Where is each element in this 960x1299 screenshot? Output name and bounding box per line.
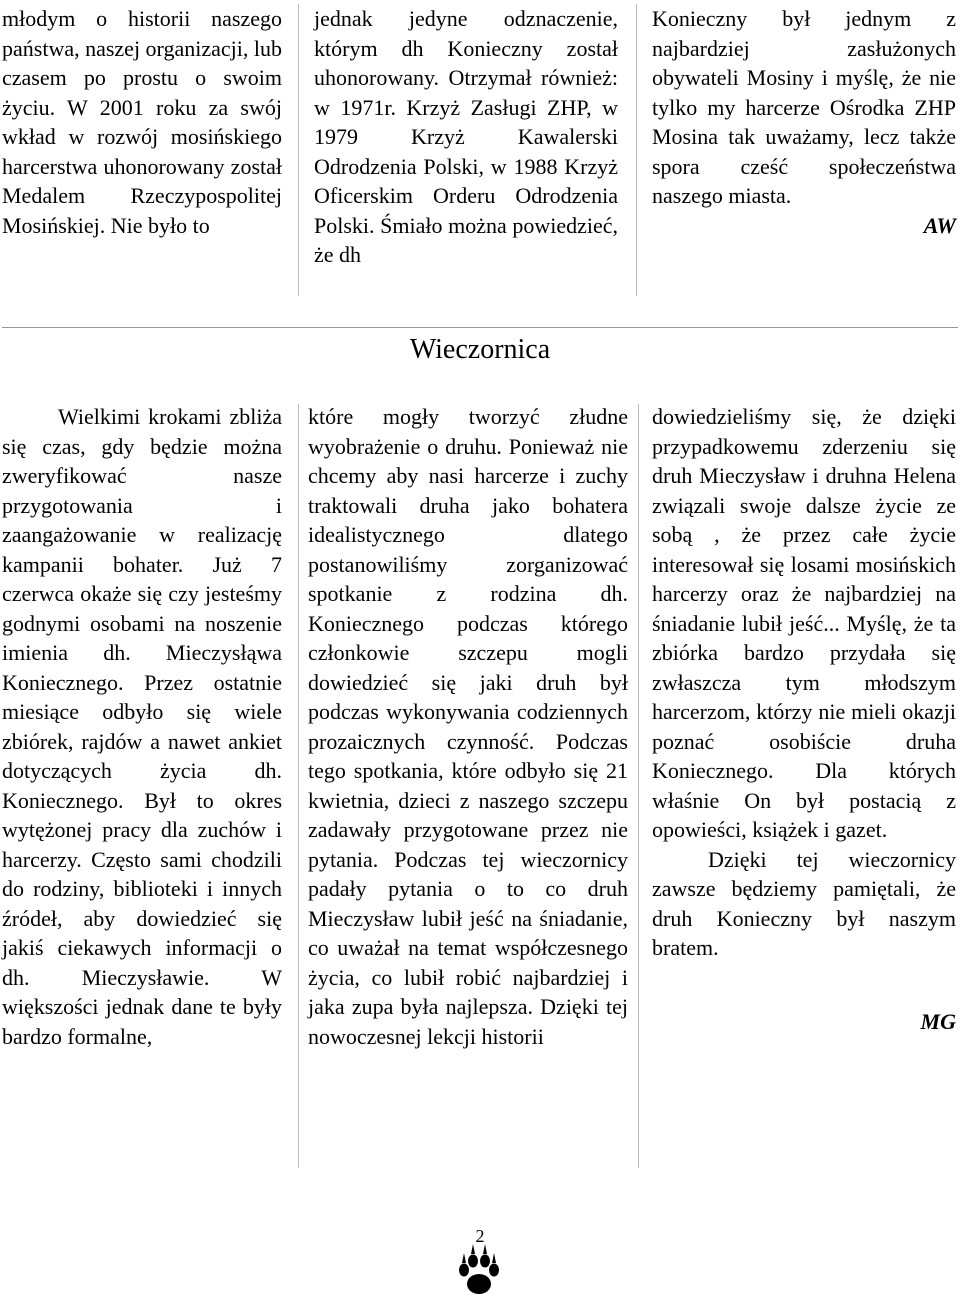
top-column-1-text: młodym o historii naszego państwa, naszej organizacji, lub czasem po prostu o swoim życiu. W 2001 roku za swój wkład w rozwój mosińskiego harcerstwa uhonorowany został Medalem Rzeczypospolitej Mosińskiej. Nie było to: [2, 6, 282, 238]
column-divider: [638, 404, 639, 1168]
column-divider: [298, 404, 299, 1168]
top-signature: AW: [923, 212, 956, 238]
top-column-3-text: Konieczny był jednym z najbardziej zasłużonych obywateli Mosiny i myślę, że nie tylko my harcerze Ośrodka ZHP Mosina tak uważamy, lecz także spora cześć społeczeństwa naszego miasta.: [652, 6, 956, 208]
column-divider: [636, 4, 637, 296]
bottom-column-3-paragraph-2: Dzięki tej wieczornicy zawsze będziemy pamiętali, że druh Konieczny był naszym bratem.: [652, 846, 956, 960]
page-number: 2: [475, 1226, 485, 1246]
bottom-column-2: [308, 402, 628, 1051]
spacer: [652, 963, 956, 1007]
bottom-column-1-text: Wielkimi krokami zbliża się czas, gdy będzie można zweryfikować nasze przygotowania i zaangażowanie w realizację kampanii bohater. Już 7 czerwca okaże się czy jesteśmy godnymi osobami na noszenie imienia dh. Mieczysłąwa Koniecznego. Przez ostatnie miesiące odbyło się wiele zbiórek, rajdów a nawet ankiet dotyczących życia dh. Koniecznego. Był to okres wytężonej pracy dla zuchów i harcerzy. Często sami chodzili do rodziny, biblioteki i innych źródeł, aby dowiedzieć się jakiś ciekawych informacji o dh. Mieczysławie. W większości jednak dane te były bardzo formalne,: [2, 404, 282, 1049]
bottom-column-3-paragraph-1: dowiedzieliśmy się, że dzięki przypadkowemu zderzeniu się druh Mieczysław i druhna Helena związali swoje dalsze życie ze sobą , że przez całe życie interesował się losami mosińskich harcerzy oraz że najbardziej na śniadanie lubił jeść... Myślę, że ta zbiórka bardzo przydała się zwłaszcza tym młodszym harcerzom, którzy nie mieli okazji poznać osobiście druha Koniecznego. Dla których właśnie On był postacią z opowieści, książek i gazet.: [652, 404, 956, 842]
bottom-signature: MG: [920, 1008, 956, 1034]
section-heading: Wieczornica: [409, 334, 551, 365]
bottom-column-3: [652, 402, 956, 1036]
bottom-column-2-text: które mogły tworzyć złudne wyobrażenie o druhu. Ponieważ nie chcemy aby nasi harcerze i zuchy traktowali druha jako bohatera idealistycznego dlatego postanowiliśmy zorganizować spotkanie z rodzina dh. Koniecznego podczas którego członkowie szczepu mogli dowiedzieć się jaki druh był podczas wykonywania codziennych prozaicznych czynność. Podczas tego spotkania, które odbyło się 21 kwietnia, dzieci z naszego szczepu zadawały przygotowane przez nie pytania. Podczas tej wieczornicy padały pytania o to co druh Mieczysław lubił jeść na śniadanie, co uważał na temat współczesnego życia, co lubił robić najbardziej i jaka zupa była najlepsza. Dzięki tej nowoczesnej lekcji historii: [308, 404, 628, 1049]
top-column-1: [2, 4, 282, 240]
bottom-column-1: [2, 402, 282, 1051]
column-divider: [298, 4, 299, 296]
section-divider: [2, 327, 958, 328]
paw-print-icon: [457, 1244, 501, 1298]
top-column-3: [652, 4, 956, 240]
top-column-2-text: jednak jedyne odznaczenie, którym dh Konieczny został uhonorowany. Otrzymał również: w 1971r. Krzyż Zasługi ZHP, w 1979 Krzyż Kawalerski Odrodzenia Polski, w 1988 Krzyż Oficerskim Orderu Odrodzenia Polski. Śmiało można powiedzieć, że dh: [314, 6, 618, 267]
top-column-2: [314, 4, 618, 270]
